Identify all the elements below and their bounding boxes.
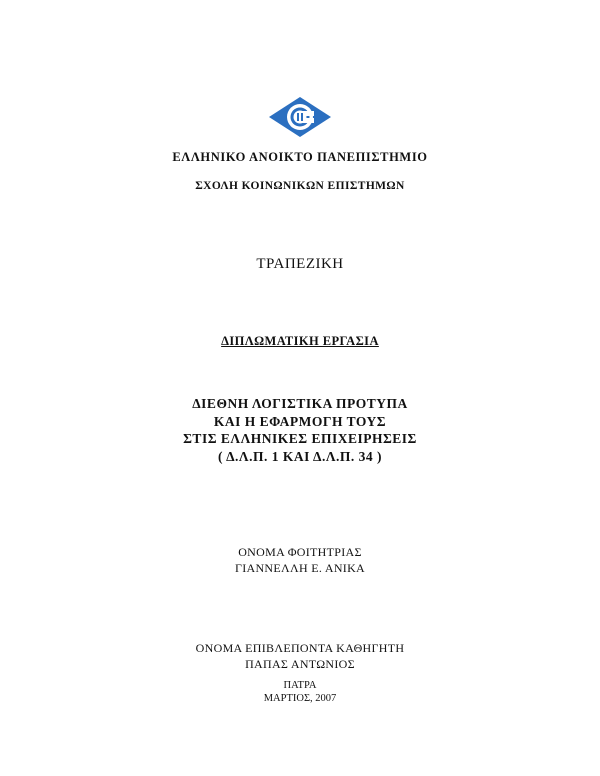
university-name: ΕΛΛΗΝΙΚΟ ΑΝΟΙΚΤΟ ΠΑΝΕΠΙΣΤΗΜΙΟ bbox=[172, 150, 428, 164]
thesis-title-line: ΚΑΙ Η ΕΦΑΡΜΟΓΗ ΤΟΥΣ bbox=[213, 413, 387, 429]
supervisor-label: ΟΝΟΜΑ ΕΠΙΒΛΕΠΟΝΤΑ ΚΑΘΗΓΗΤΗ bbox=[195, 641, 405, 655]
student-block bbox=[0, 544, 600, 576]
university-logo-icon bbox=[268, 96, 332, 138]
thesis-type: ΔΙΠΛΩΜΑΤΙΚΗ ΕΡΓΑΣΙΑ bbox=[221, 334, 379, 348]
school-name: ΣΧΟΛΗ ΚΟΙΝΩΝΙΚΩΝ ΕΠΙΣΤΗΜΩΝ bbox=[195, 180, 405, 192]
thesis-title bbox=[0, 395, 600, 465]
supervisor-name: ΠΑΠΑΣ ΑΝΤΩΝΙΟΣ bbox=[245, 657, 355, 671]
student-name: ΓΙΑΝΝΕΛΛΗ Ε. ΑΝΙΚΑ bbox=[234, 561, 366, 575]
thesis-title-line: ΣΤΙΣ ΕΛΛΗΝΙΚΕΣ ΕΠΙΧΕΙΡΗΣΕΙΣ bbox=[183, 431, 417, 446]
thesis-title-line: ΔΙΕΘΝΗ ΛΟΓΙΣΤΙΚΑ ΠΡΟΤΥΠΑ bbox=[192, 396, 408, 411]
thesis-title-line: ( Δ.Λ.Π. 1 ΚΑΙ Δ.Λ.Π. 34 ) bbox=[217, 448, 383, 464]
place: ΠΑΤΡΑ bbox=[283, 680, 317, 691]
supervisor-block bbox=[0, 640, 600, 672]
date: ΜΑΡΤΙΟΣ, 2007 bbox=[263, 693, 337, 704]
department-name: ΤΡΑΠΕΖΙΚΗ bbox=[256, 256, 344, 272]
place-date-block bbox=[0, 679, 600, 705]
student-label: ΟΝΟΜΑ ΦΟΙΤΗΤΡΙΑΣ bbox=[238, 545, 362, 559]
